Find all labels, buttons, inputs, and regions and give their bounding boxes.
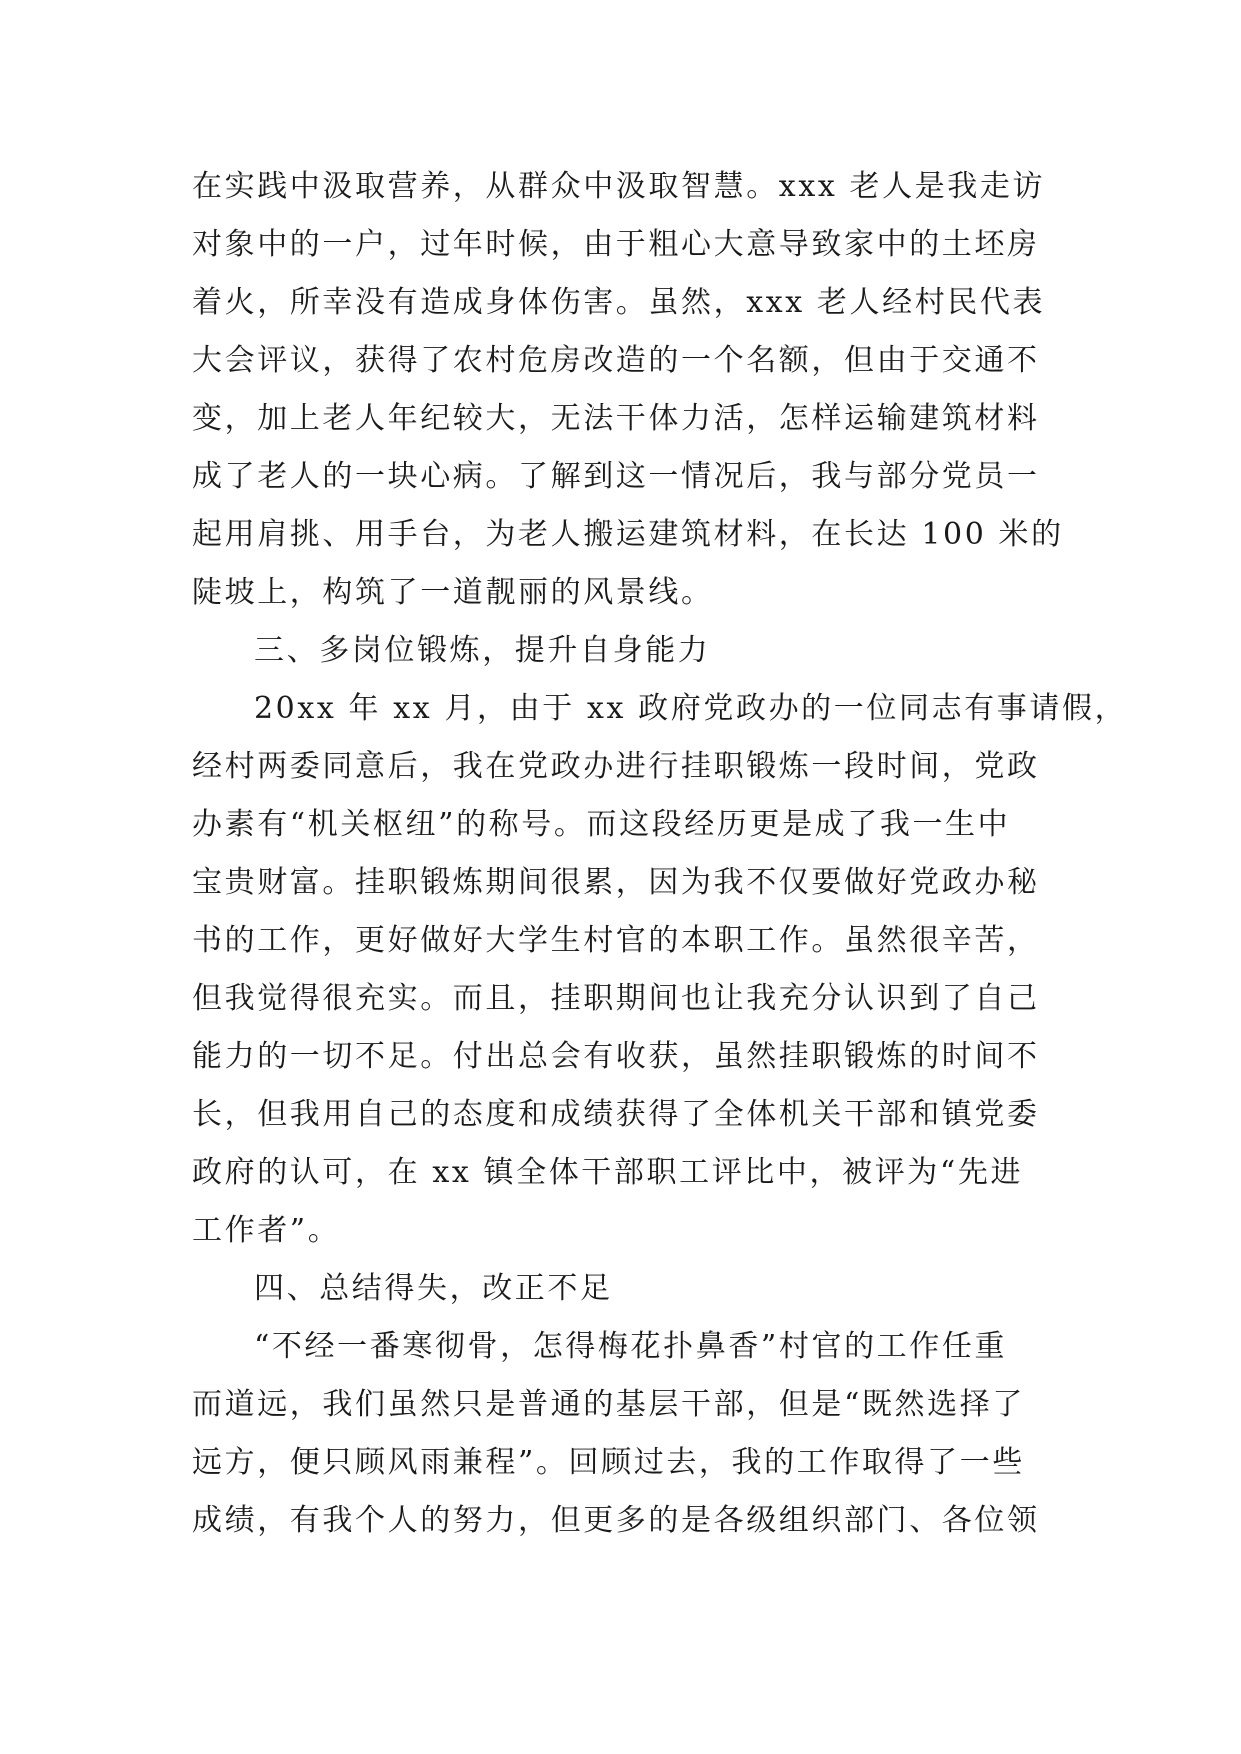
text-line: 经村两委同意后，我在党政办进行挂职锻炼一段时间，党政	[192, 749, 1040, 784]
text-line: 成了老人的一块心病。了解到这一情况后，我与部分党员一	[192, 459, 1040, 494]
text-line: 但我觉得很充实。而且，挂职期间也让我充分认识到了自己	[192, 981, 1040, 1016]
text-line: 对象中的一户，过年时候，由于粗心大意导致家中的土坯房	[192, 227, 1040, 262]
text-line: 能力的一切不足。付出总会有收获，虽然挂职锻炼的时间不	[192, 1039, 1040, 1074]
text-line: 远方，便只顾风雨兼程”。回顾过去，我的工作取得了一些	[192, 1445, 1025, 1480]
text-line: 大会评议，获得了农村危房改造的一个名额，但由于交通不	[192, 343, 1040, 378]
text-line: 书的工作，更好做好大学生村官的本职工作。虽然很辛苦，	[192, 923, 1040, 958]
text-line: 三、多岗位锻炼，提升自身能力	[254, 633, 711, 668]
text-line: 四、总结得失，改正不足	[254, 1271, 613, 1306]
text-line: 着火，所幸没有造成身体伤害。虽然，xxx 老人经村民代表	[192, 285, 1046, 320]
text-line: “不经一番寒彻骨，怎得梅花扑鼻香”村官的工作任重	[254, 1329, 1008, 1364]
text-line: 长，但我用自己的态度和成绩获得了全体机关干部和镇党委	[192, 1097, 1040, 1132]
text-line: 在实践中汲取营养，从群众中汲取智慧。xxx 老人是我走访	[192, 169, 1046, 204]
text-line: 工作者”。	[192, 1213, 341, 1248]
text-line: 政府的认可，在 xx 镇全体干部职工评比中，被评为“先进	[192, 1155, 1024, 1190]
text-line: 20xx 年 xx 月，由于 xx 政府党政办的一位同志有事请假，	[254, 691, 1128, 726]
text-line: 宝贵财富。挂职锻炼期间很累，因为我不仅要做好党政办秘	[192, 865, 1040, 900]
text-line: 变，加上老人年纪较大，无法干体力活，怎样运输建筑材料	[192, 401, 1040, 436]
document-body	[192, 158, 1128, 1550]
text-line: 陡坡上，构筑了一道靓丽的风景线。	[192, 575, 714, 610]
text-line: 起用肩挑、用手台，为老人搬运建筑材料，在长达 100 米的	[192, 517, 1064, 552]
text-line: 成绩，有我个人的努力，但更多的是各级组织部门、各位领	[192, 1503, 1040, 1538]
text-line: 而道远，我们虽然只是普通的基层干部，但是“既然选择了	[192, 1387, 1025, 1422]
text-line: 办素有“机关枢纽”的称号。而这段经历更是成了我一生中	[192, 807, 1011, 842]
